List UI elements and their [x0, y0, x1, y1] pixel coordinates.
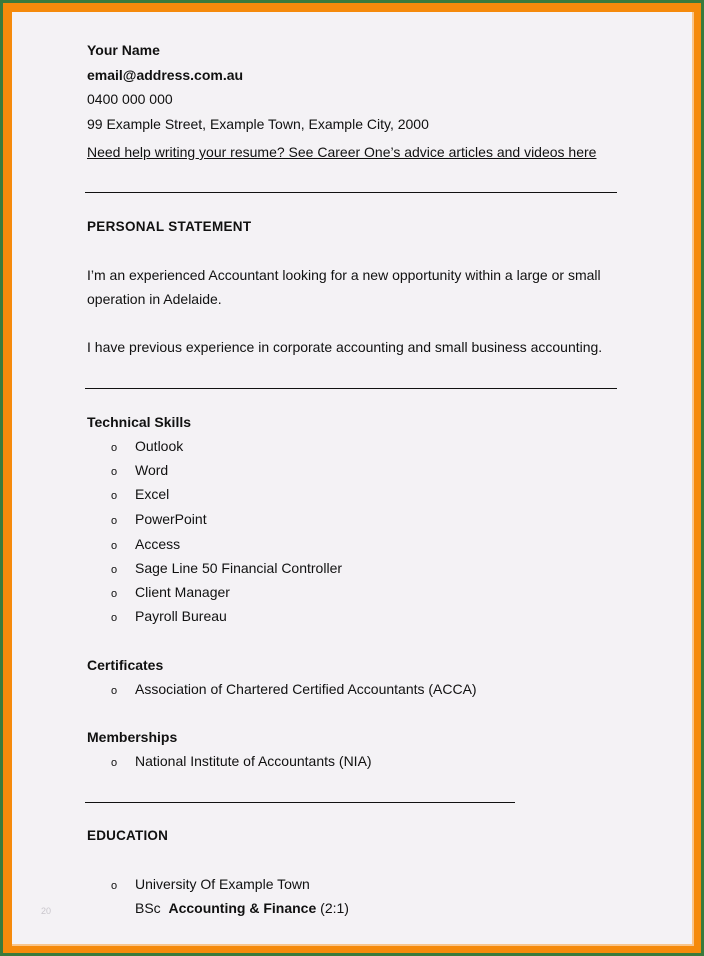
bullet-icon: o: [111, 564, 118, 576]
resume-name: Your Name: [87, 42, 160, 58]
skill-client-manager: Client Manager: [135, 584, 230, 600]
skill-payroll-bureau: Payroll Bureau: [135, 608, 227, 624]
skill-sage: Sage Line 50 Financial Controller: [135, 560, 343, 576]
page-number: 20: [41, 906, 52, 916]
degree-prefix: BSc: [135, 900, 161, 916]
skill-word: Word: [135, 462, 169, 478]
bullet-icon: o: [111, 757, 118, 769]
education-degree: [135, 900, 349, 916]
personal-statement-heading: PERSONAL STATEMENT: [87, 219, 252, 234]
address: 99 Example Street, Example Town, Example City, 2000: [87, 116, 429, 132]
membership-nia: National Institute of Accountants (NIA): [135, 753, 372, 769]
bullet-icon: o: [111, 466, 118, 478]
personal-statement-text-3: I have previous experience in corporate accounting and small business accounting.: [87, 339, 603, 355]
bullet-icon: o: [111, 880, 118, 892]
personal-statement-text-2: operation in Adelaide.: [87, 291, 222, 307]
certificate-acca: Association of Chartered Certified Accountants (ACCA): [135, 681, 477, 697]
education-heading: EDUCATION: [87, 828, 169, 843]
divider-2: [85, 388, 617, 389]
technical-skills-heading: Technical Skills: [87, 414, 192, 430]
education-institution: University Of Example Town: [135, 876, 310, 892]
bullet-icon: o: [111, 588, 118, 600]
bullet-icon: o: [111, 685, 118, 697]
phone: 0400 000 000: [87, 91, 173, 107]
bullet-icon: o: [111, 515, 118, 527]
resume-page: [12, 12, 694, 946]
skill-excel: Excel: [135, 486, 170, 502]
skill-powerpoint: PowerPoint: [135, 511, 207, 527]
resume-help-link[interactable]: Need help writing your resume? See Career One’s advice articles and videos here: [87, 144, 597, 160]
degree-subject: Accounting & Finance: [168, 900, 317, 916]
personal-statement-text-1: I’m an experienced Accountant looking for a new opportunity within a large or small: [87, 267, 601, 283]
skill-outlook: Outlook: [135, 438, 184, 454]
memberships-heading: Memberships: [87, 729, 178, 745]
bullet-icon: o: [111, 612, 118, 624]
divider-1: [85, 192, 617, 193]
bullet-icon: o: [111, 490, 118, 502]
divider-3: [85, 802, 515, 803]
email: email@address.com.au: [87, 67, 244, 83]
outer-frame: [3, 3, 701, 953]
bullet-icon: o: [111, 540, 118, 552]
certificates-heading: Certificates: [87, 657, 164, 673]
degree-grade: (2:1): [320, 900, 349, 916]
skill-access: Access: [135, 536, 181, 552]
bullet-icon: o: [111, 442, 118, 454]
